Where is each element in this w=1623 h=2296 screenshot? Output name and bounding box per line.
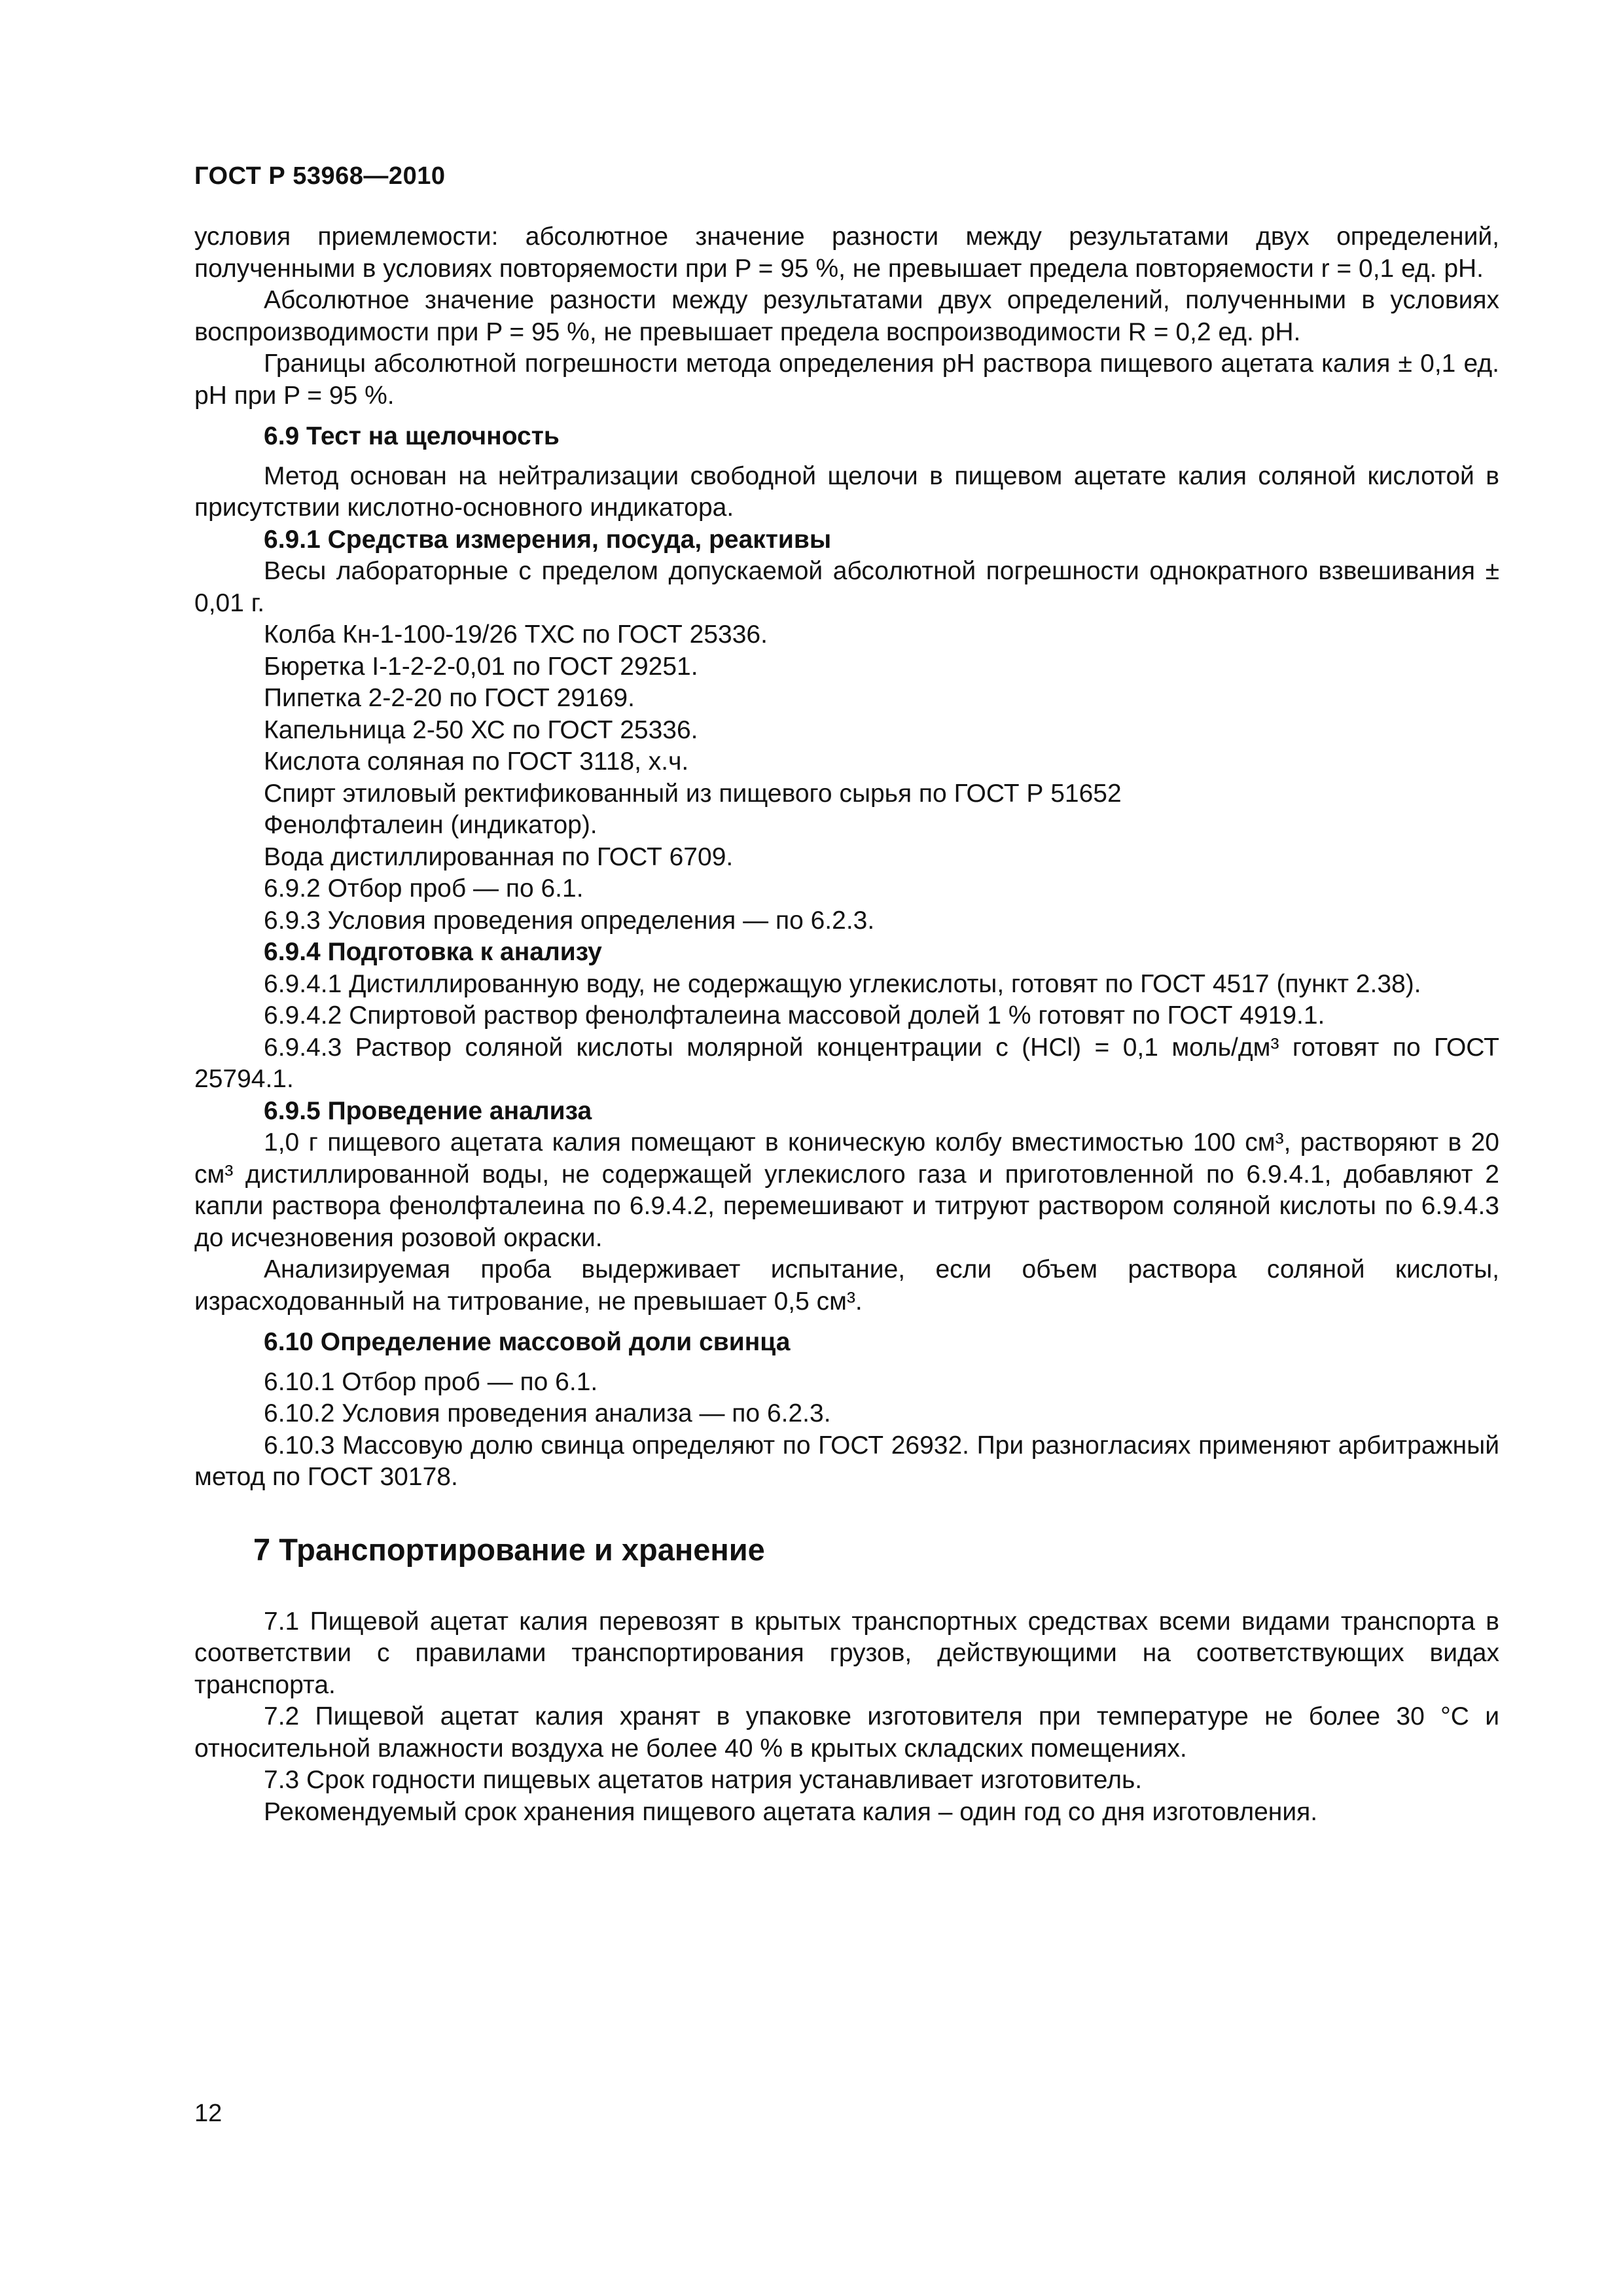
paragraph: Границы абсолютной погрешности метода определения pH раствора пищевого ацетата калия ± 0,1 ед. pH при P = 95 %. bbox=[194, 350, 1499, 410]
list-item: Бюретка I-1-2-2-0,01 по ГОСТ 29251. bbox=[264, 652, 698, 681]
paragraph: 6.9.2 Отбор проб — по 6.1. bbox=[264, 874, 584, 903]
list-item: Пипетка 2-2-20 по ГОСТ 29169. bbox=[264, 684, 635, 712]
paragraph: Абсолютное значение разности между результатами двух определений, полученными в условиях воспроизводимости при P = 95 %, не превышает предела воспроизводимости R = 0,2 ед. pH. bbox=[194, 286, 1499, 346]
paragraph: 6.10.2 Условия проведения анализа — по 6.2.3. bbox=[264, 1399, 831, 1427]
paragraph: 6.9.4.2 Спиртовой раствор фенолфталеина массовой долей 1 % готовят по ГОСТ 4919.1. bbox=[264, 1001, 1325, 1030]
paragraph: Анализируемая проба выдерживает испытание, если объем раствора соляной кислоты, израсходованный на титрование, не превышает 0,5 см³. bbox=[194, 1255, 1499, 1316]
section-heading-6-9: 6.9 Тест на щелочность bbox=[264, 422, 560, 450]
paragraph: 6.10.1 Отбор проб — по 6.1. bbox=[264, 1367, 598, 1396]
chapter-heading-7: 7 Транспортирование и хранение bbox=[253, 1532, 765, 1567]
document-header: ГОСТ Р 53968—2010 bbox=[194, 162, 446, 190]
subsection-heading-6-9-4: 6.9.4 Подготовка к анализу bbox=[264, 938, 602, 966]
paragraph: Метод основан на нейтрализации свободной щелочи в пищевом ацетате калия соляной кислотой в присутствии кислотно-основного индикатора. bbox=[194, 461, 1499, 522]
subsection-heading-6-9-1: 6.9.1 Средства измерения, посуда, реактивы bbox=[264, 525, 832, 554]
paragraph: Рекомендуемый срок хранения пищевого ацетата калия – один год со дня изготовления. bbox=[264, 1797, 1318, 1826]
page-number: 12 bbox=[194, 2100, 223, 2127]
subsection-heading-6-9-5: 6.9.5 Проведение анализа bbox=[264, 1096, 592, 1125]
list-item: Вода дистиллированная по ГОСТ 6709. bbox=[264, 842, 734, 871]
paragraph: 7.1 Пищевой ацетат калия перевозят в крытых транспортных средствах всеми видами транспорта в соответствии с правилами транспортирования грузов, действующими на соответствующих видах транспорта. bbox=[194, 1607, 1499, 1699]
paragraph: 7.2 Пищевой ацетат калия хранят в упаковке изготовителя при температуре не более 30 °С и относительной влажности воздуха не более 40 % в крытых складских помещениях. bbox=[194, 1702, 1499, 1763]
paragraph: 1,0 г пищевого ацетата калия помещают в коническую колбу вместимостью 100 см³, растворяют в 20 см³ дистиллированной воды, не содержащей углекислого газа и приготовленной по 6.9.4.1, добавляют 2 капли раствора фенолфталеина по 6.9.4.2, перемешивают и титруют раствором соляной кислоты по 6.9.4.3 до исчезновения розовой окраски. bbox=[194, 1128, 1499, 1252]
document-body bbox=[194, 221, 1499, 1828]
paragraph: 6.10.3 Массовую долю свинца определяют по ГОСТ 26932. При разногласиях применяют арбитражный метод по ГОСТ 30178. bbox=[194, 1431, 1499, 1491]
paragraph: 6.9.4.1 Дистиллированную воду, не содержащую углекислоты, готовят по ГОСТ 4517 (пункт 2.38). bbox=[264, 969, 1421, 998]
paragraph: 6.9.3 Условия проведения определения — по 6.2.3. bbox=[264, 906, 875, 935]
list-item: Спирт этиловый ректификованный из пищевого сырья по ГОСТ Р 51652 bbox=[264, 779, 1122, 808]
list-item: Фенолфталеин (индикатор). bbox=[264, 811, 597, 839]
list-item: Кислота соляная по ГОСТ 3118, х.ч. bbox=[264, 747, 689, 776]
paragraph: условия приемлемости: абсолютное значение разности между результатами двух определений, полученными в условиях повторяемости при P = 95 %, не превышает предела повторяемости r = 0,1 ед. pH. bbox=[194, 223, 1499, 283]
paragraph: 6.9.4.3 Раствор соляной кислоты молярной концентрации c (HCl) = 0,1 моль/дм³ готовят по ГОСТ 25794.1. bbox=[194, 1033, 1499, 1093]
section-heading-6-10: 6.10 Определение массовой доли свинца bbox=[264, 1328, 791, 1356]
list-item: Капельница 2-50 ХС по ГОСТ 25336. bbox=[264, 715, 698, 744]
paragraph: Весы лабораторные с пределом допускаемой абсолютной погрешности однократного взвешивания ± 0,01 г. bbox=[194, 557, 1499, 617]
list-item: Колба Кн-1-100-19/26 ТХС по ГОСТ 25336. bbox=[264, 620, 768, 649]
paragraph: 7.3 Срок годности пищевых ацетатов натрия устанавливает изготовитель. bbox=[264, 1766, 1143, 1794]
